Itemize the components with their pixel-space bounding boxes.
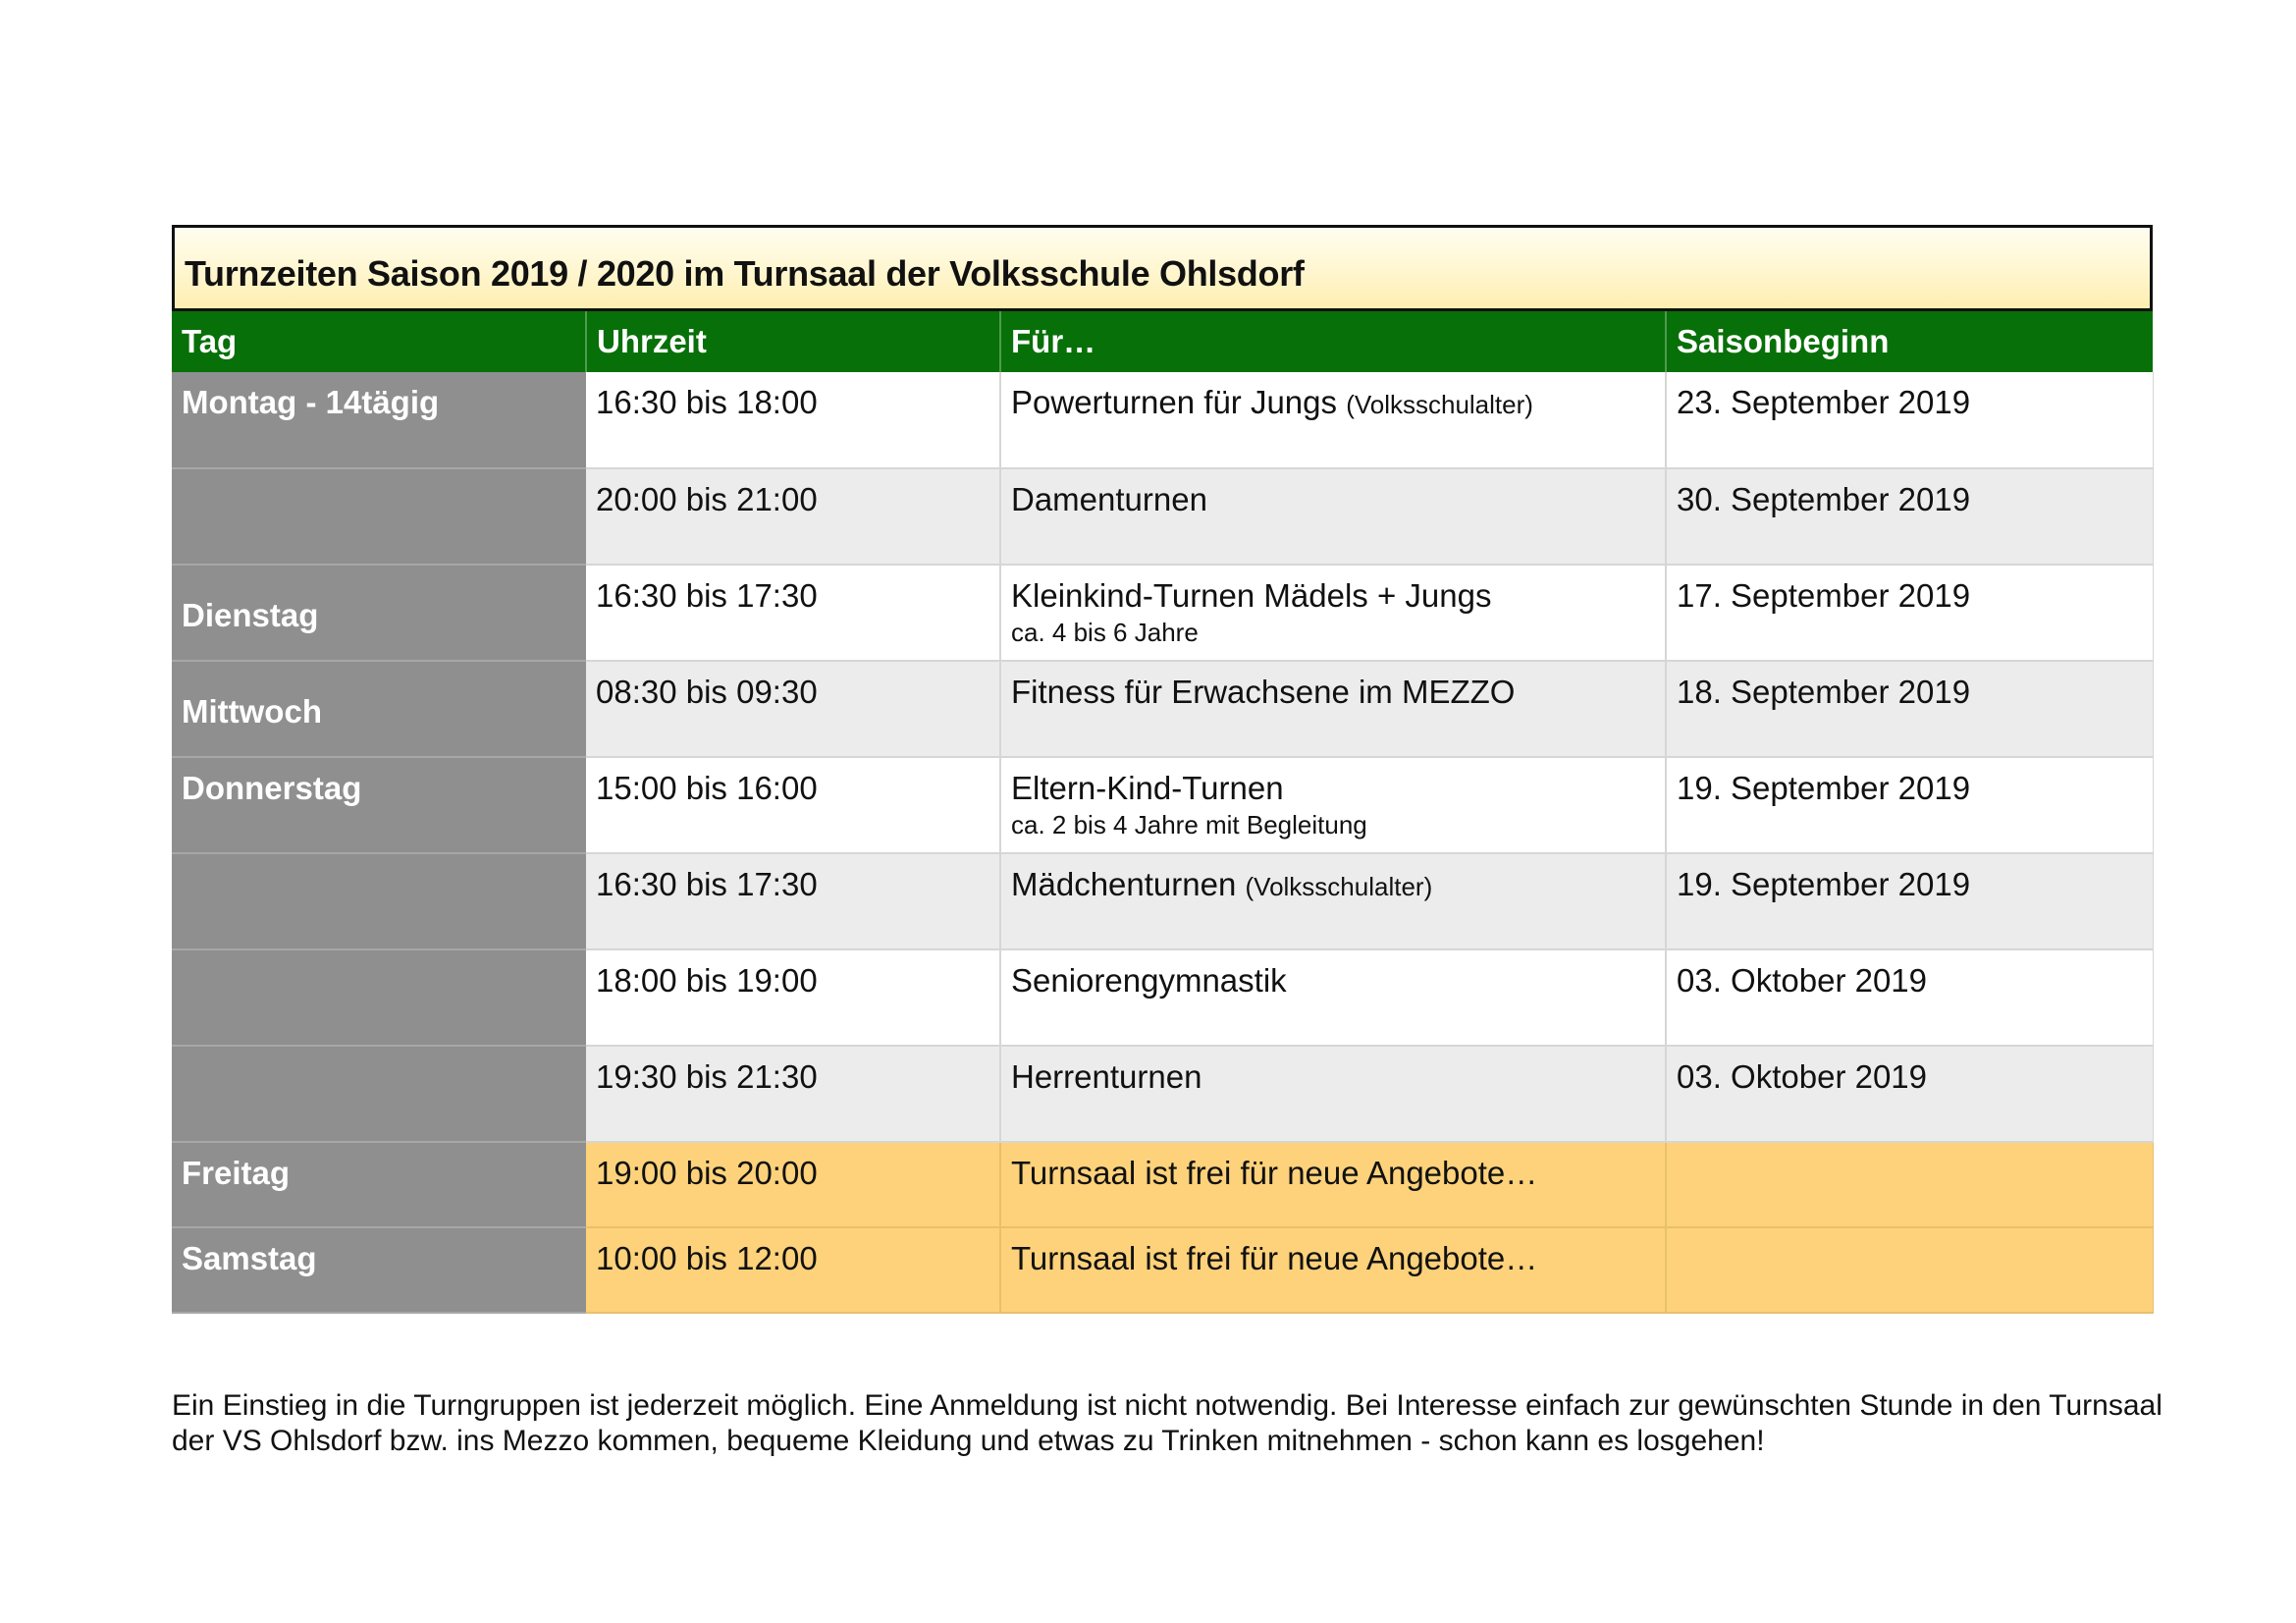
season-start-cell [1666, 1227, 2153, 1313]
column-header-time: Uhrzeit [586, 311, 1000, 372]
schedule-sheet [172, 225, 2153, 1314]
schedule-title: Turnzeiten Saison 2019 / 2020 im Turnsaal der Volksschule Ohlsdorf [172, 225, 2153, 311]
for-cell [1000, 565, 1666, 661]
day-cell: Mittwoch [172, 661, 586, 757]
for-note: (Volksschulalter) [1245, 872, 1433, 901]
for-cell [1000, 757, 1666, 853]
table-row [172, 372, 2153, 468]
season-start-cell: 23. September 2019 [1666, 372, 2153, 468]
time-cell: 08:30 bis 09:30 [586, 661, 1000, 757]
for-label: Powerturnen für Jungs [1011, 384, 1338, 420]
table-row [172, 1046, 2153, 1142]
table-row [172, 565, 2153, 661]
day-cell: Freitag [172, 1142, 586, 1227]
for-subline: ca. 2 bis 4 Jahre mit Begleitung [1011, 810, 1367, 839]
for-cell: Turnsaal ist frei für neue Angebote… [1000, 1227, 1666, 1313]
day-cell: Donnerstag [172, 757, 586, 853]
day-cell: Dienstag [172, 565, 586, 661]
season-start-cell [1666, 1142, 2153, 1227]
time-cell: 16:30 bis 17:30 [586, 565, 1000, 661]
time-cell: 18:00 bis 19:00 [586, 949, 1000, 1046]
day-cell [172, 468, 586, 565]
for-cell: Damenturnen [1000, 468, 1666, 565]
footer-note: Ein Einstieg in die Turngruppen ist jederzeit möglich. Eine Anmeldung ist nicht notwendig. Bei Interesse einfach zur gewünschten Stunde in den Turnsaal der VS Ohlsdorf bzw. ins Mezzo kommen, bequeme Kleidung und etwas zu Trinken mitnehmen - schon kann es losgehen! [172, 1389, 2163, 1457]
table-row [172, 853, 2153, 949]
table-row [172, 468, 2153, 565]
time-cell: 20:00 bis 21:00 [586, 468, 1000, 565]
time-cell: 16:30 bis 18:00 [586, 372, 1000, 468]
day-cell [172, 1046, 586, 1142]
for-label: Eltern-Kind-Turnen [1011, 770, 1284, 806]
for-label: Mädchenturnen [1011, 866, 1237, 902]
for-cell [1000, 372, 1666, 468]
header-row [172, 311, 2153, 372]
time-cell: 10:00 bis 12:00 [586, 1227, 1000, 1313]
for-cell: Herrenturnen [1000, 1046, 1666, 1142]
table-row [172, 661, 2153, 757]
time-cell: 19:30 bis 21:30 [586, 1046, 1000, 1142]
time-cell: 15:00 bis 16:00 [586, 757, 1000, 853]
for-subline: ca. 4 bis 6 Jahre [1011, 618, 1199, 647]
for-cell [1000, 853, 1666, 949]
season-start-cell: 17. September 2019 [1666, 565, 2153, 661]
season-start-cell: 03. Oktober 2019 [1666, 949, 2153, 1046]
season-start-cell: 19. September 2019 [1666, 853, 2153, 949]
table-row [172, 1142, 2153, 1227]
day-cell [172, 949, 586, 1046]
for-cell: Seniorengymnastik [1000, 949, 1666, 1046]
schedule-table [172, 311, 2154, 1314]
for-note: (Volksschulalter) [1346, 390, 1533, 419]
table-row [172, 757, 2153, 853]
time-cell: 16:30 bis 17:30 [586, 853, 1000, 949]
day-cell: Samstag [172, 1227, 586, 1313]
time-cell: 19:00 bis 20:00 [586, 1142, 1000, 1227]
season-start-cell: 03. Oktober 2019 [1666, 1046, 2153, 1142]
table-row [172, 1227, 2153, 1313]
day-cell [172, 853, 586, 949]
for-cell: Turnsaal ist frei für neue Angebote… [1000, 1142, 1666, 1227]
day-cell: Montag - 14tägig [172, 372, 586, 468]
for-label: Kleinkind-Turnen Mädels + Jungs [1011, 577, 1492, 614]
table-row [172, 949, 2153, 1046]
for-cell: Fitness für Erwachsene im MEZZO [1000, 661, 1666, 757]
season-start-cell: 18. September 2019 [1666, 661, 2153, 757]
column-header-season-start: Saisonbeginn [1666, 311, 2153, 372]
column-header-day: Tag [172, 311, 586, 372]
column-header-for: Für… [1000, 311, 1666, 372]
season-start-cell: 19. September 2019 [1666, 757, 2153, 853]
season-start-cell: 30. September 2019 [1666, 468, 2153, 565]
